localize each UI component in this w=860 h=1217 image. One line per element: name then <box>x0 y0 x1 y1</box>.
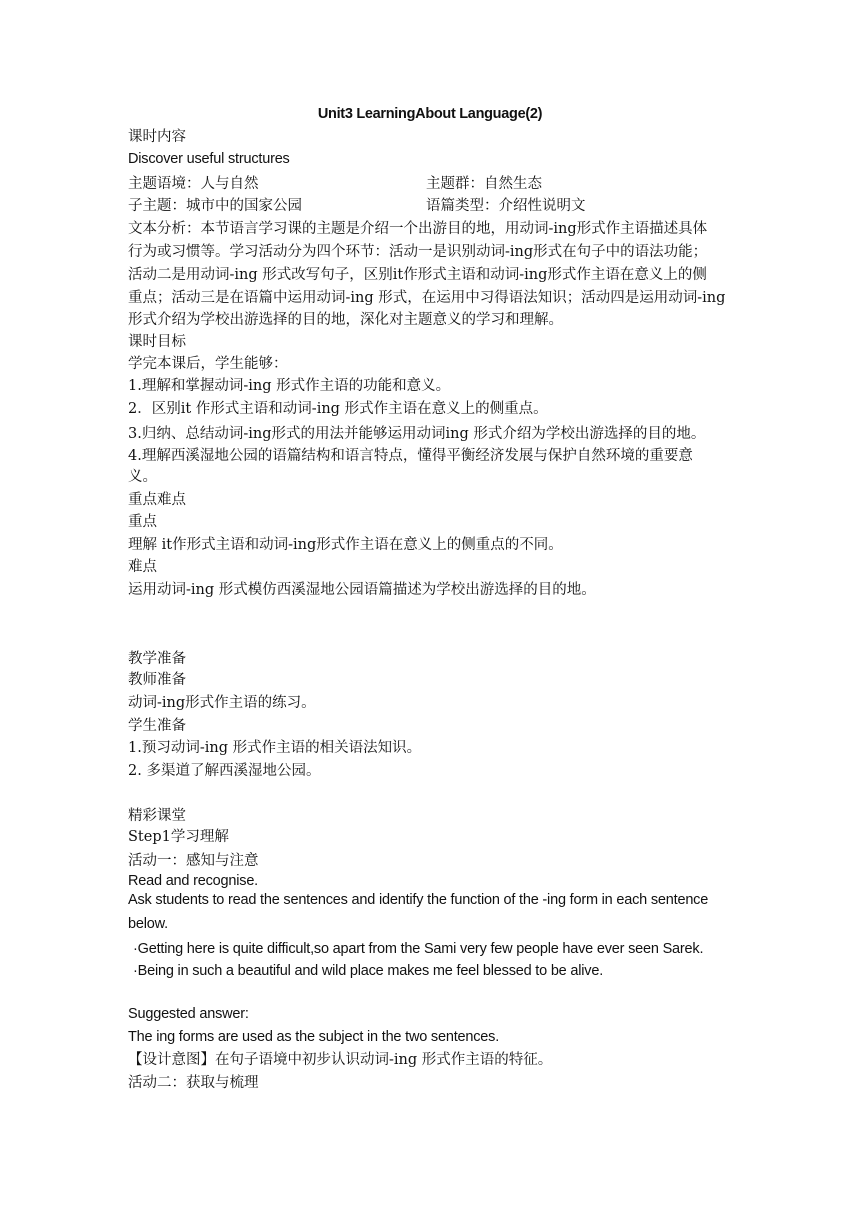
section-heading-preparation: 教学准备 <box>128 651 186 667</box>
lesson-topic: Discover useful structures <box>128 151 290 167</box>
sub-theme: 子主题：城市中的国家公园 <box>128 198 302 214</box>
text-analysis-line: 形式介绍为学校出游选择的目的地，深化对主题意义的学习和理解。 <box>128 312 563 328</box>
instruction-text: Read and recognise. <box>128 873 259 889</box>
activity-heading: 活动二：获取与梳理 <box>128 1075 259 1091</box>
goal-item: 2．区别it 作形式主语和动词-ing 形式作主语在意义上的侧重点。 <box>128 401 548 417</box>
goal-item: 1.理解和掌握动词-ing 形式作主语的功能和意义。 <box>128 378 451 394</box>
goals-intro: 学完本课后，学生能够： <box>128 356 288 372</box>
suggested-answer-text: The ing forms are used as the subject in the two sentences. <box>128 1029 500 1045</box>
goal-item: 4.理解西溪湿地公园的语篇结构和语言特点，懂得平衡经济发展与保护自然环境的重要意 <box>128 448 693 464</box>
goal-item: 3.归纳、总结动词-ing形式的用法并能够运用动词ing 形式介绍为学校出游选择的目的地。 <box>128 426 706 442</box>
theme-group: 主题群：自然生态 <box>426 176 542 192</box>
section-heading-classroom: 精彩课堂 <box>128 808 186 824</box>
document-title: Unit3 LearningAbout Language(2) <box>317 106 543 122</box>
instruction-text: Ask students to read the sentences and identify the function of the -ing form in each sentence <box>128 892 709 908</box>
instruction-text: below. <box>128 916 168 932</box>
suggested-answer-label: Suggested answer: <box>128 1006 249 1022</box>
student-prep-item: 2. 多渠道了解西溪湿地公园。 <box>128 763 321 779</box>
activity-heading: 活动一：感知与注意 <box>128 853 259 869</box>
difficulty-label: 难点 <box>128 559 157 575</box>
text-type: 语篇类型：介绍性说明文 <box>426 198 586 214</box>
text-analysis-line: 行为或习惯等。学习活动分为四个环节：活动一是识别动词-ing形式在句子中的语法功能； <box>128 244 708 260</box>
teacher-prep-label: 教师准备 <box>128 672 186 688</box>
design-intent: 【设计意图】在句子语境中初步认识动词-ing 形式作主语的特征。 <box>128 1052 553 1068</box>
text-analysis-line: 文本分析：本节语言学习课的主题是介绍一个出游目的地，用动词-ing形式作主语描述具体 <box>128 221 708 237</box>
section-heading-lesson-content: 课时内容 <box>128 129 186 145</box>
theme-context: 主题语境：人与自然 <box>128 176 259 192</box>
student-prep-label: 学生准备 <box>128 718 186 734</box>
example-sentence: ·Being in such a beautiful and wild place makes me feel blessed to be alive. <box>133 963 604 979</box>
step-heading: Step1学习理解 <box>128 829 229 845</box>
text-analysis-line: 活动二是用动词-ing 形式改写句子，区别it作形式主语和动词-ing形式作主语在意义上的侧 <box>128 267 707 283</box>
difficulty-text: 运用动词-ing 形式模仿西溪湿地公园语篇描述为学校出游选择的目的地。 <box>128 582 596 598</box>
teacher-prep-text: 动词-ing形式作主语的练习。 <box>128 695 316 711</box>
section-heading-goals: 课时目标 <box>128 334 186 350</box>
student-prep-item: 1.预习动词-ing 形式作主语的相关语法知识。 <box>128 740 422 756</box>
key-point-label: 重点 <box>128 514 157 530</box>
section-heading-key-points: 重点难点 <box>128 492 186 508</box>
example-sentence: ·Getting here is quite difficult,so apart from the Sami very few people have ever seen Sarek. <box>133 941 704 957</box>
goal-item-continued: 义。 <box>128 469 157 485</box>
text-analysis-line: 重点；活动三是在语篇中运用动词-ing 形式，在运用中习得语法知识；活动四是运用动词-ing <box>128 290 726 306</box>
key-point-text: 理解 it作形式主语和动词-ing形式作主语在意义上的侧重点的不同。 <box>128 537 563 553</box>
